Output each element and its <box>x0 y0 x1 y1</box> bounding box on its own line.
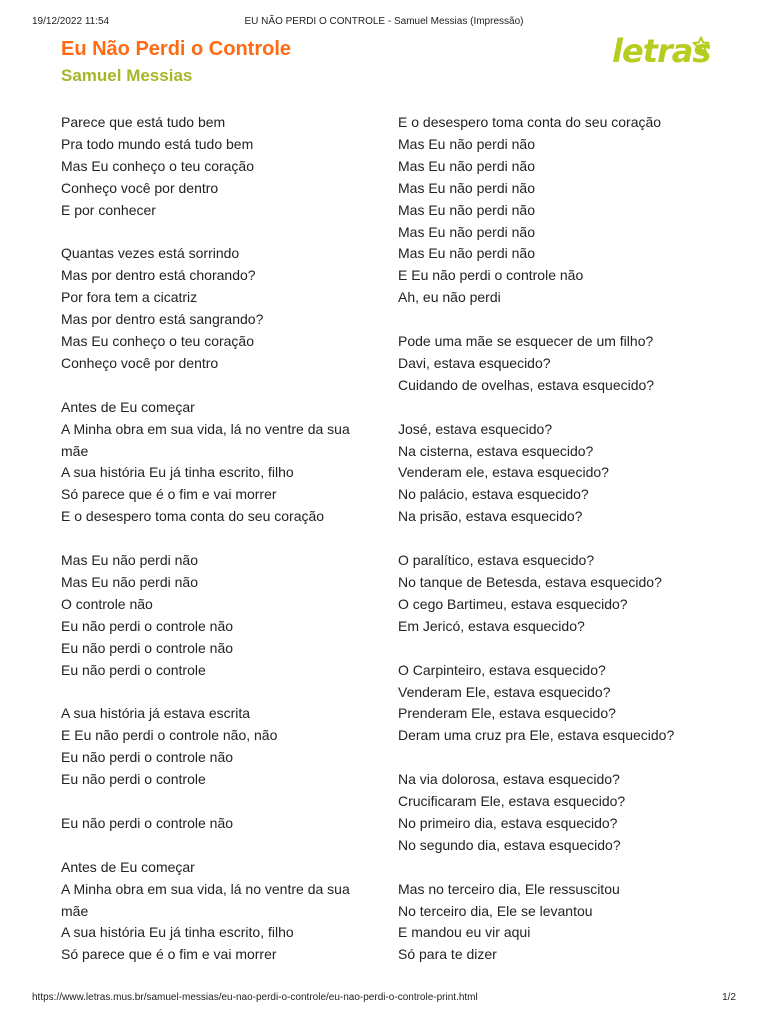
lyric-line: Venderam ele, estava esquecido? <box>398 464 609 481</box>
lyric-line: Pra todo mundo está tudo bem <box>61 135 254 152</box>
lyric-line: Prenderam Ele, estava esquecido? <box>398 705 616 722</box>
lyric-line: E mandou eu vir aqui <box>398 924 531 941</box>
lyric-line: Crucificaram Ele, estava esquecido? <box>398 793 626 810</box>
artist-name[interactable]: Samuel Messias <box>61 66 193 85</box>
lyric-line: Conheço você por dentro <box>61 354 219 371</box>
lyric-line: E por conhecer <box>61 201 156 218</box>
lyric-line: A Minha obra em sua vida, lá no ventre da sua mãe <box>61 420 350 459</box>
lyric-line: A Minha obra em sua vida, lá no ventre da sua mãe <box>61 880 350 919</box>
star-icon <box>692 36 710 54</box>
lyrics-stanza <box>398 419 728 529</box>
lyric-line: Deram uma cruz pra Ele, estava esquecido? <box>398 727 675 744</box>
lyrics-stanza <box>61 703 361 791</box>
lyric-line: Eu não perdi o controle não <box>61 639 234 656</box>
lyric-line: No tanque de Betesda, estava esquecido? <box>398 573 662 590</box>
song-title: Eu Não Perdi o Controle <box>61 38 292 60</box>
lyrics-column-right <box>398 112 728 988</box>
lyric-line: A sua história já estava escrita <box>61 705 251 722</box>
lyric-line: Pode uma mãe se esquecer de um filho? <box>398 333 654 350</box>
lyrics-column-left <box>61 112 361 988</box>
lyric-line: Eu não perdi o controle não <box>61 749 234 766</box>
lyric-line: A sua história Eu já tinha escrito, filho <box>61 464 294 481</box>
lyric-line: Na prisão, estava esquecido? <box>398 508 583 525</box>
lyric-line: Davi, estava esquecido? <box>398 354 551 371</box>
lyric-line: No segundo dia, estava esquecido? <box>398 836 621 853</box>
lyric-line: A sua história Eu já tinha escrito, filho <box>61 924 294 941</box>
lyric-line: O cego Bartimeu, estava esquecido? <box>398 595 628 612</box>
lyrics-stanza <box>398 769 728 857</box>
lyric-line: Mas Eu não perdi não <box>398 245 535 262</box>
lyric-line: E o desespero toma conta do seu coração <box>61 508 325 525</box>
lyrics-stanza <box>398 331 728 397</box>
lyric-line: O paralítico, estava esquecido? <box>398 552 595 569</box>
lyric-line: Na cisterna, estava esquecido? <box>398 442 594 459</box>
print-footer <box>32 992 736 1006</box>
lyrics-stanza <box>398 660 728 748</box>
lyric-line: Eu não perdi o controle <box>61 661 206 678</box>
lyric-line: E Eu não perdi o controle não <box>398 267 584 284</box>
lyric-line: Mas por dentro está chorando? <box>61 267 256 284</box>
lyric-line: No terceiro dia, Ele se levantou <box>398 902 593 919</box>
lyrics-stanza <box>398 112 728 309</box>
lyric-line: Só para te dizer <box>398 946 497 963</box>
lyrics-stanza <box>398 879 728 967</box>
print-page-title: EU NÃO PERDI O CONTROLE - Samuel Messias (Impressão) <box>244 16 524 27</box>
lyric-line: Eu não perdi o controle não <box>61 617 234 634</box>
lyric-line: Ah, eu não perdi <box>398 289 501 306</box>
lyric-line: Mas Eu não perdi não <box>61 552 198 569</box>
lyric-line: Só parece que é o fim e vai morrer <box>61 946 277 963</box>
lyric-line: Mas Eu não perdi não <box>398 201 535 218</box>
lyric-line: Cuidando de ovelhas, estava esquecido? <box>398 376 655 393</box>
letras-logo[interactable] <box>612 32 716 72</box>
lyric-line: O Carpinteiro, estava esquecido? <box>398 661 606 678</box>
lyric-line: Eu não perdi o controle não <box>61 814 234 831</box>
lyric-line: Mas por dentro está sangrando? <box>61 311 264 328</box>
lyric-line: Conheço você por dentro <box>61 179 219 196</box>
lyric-line: Venderam Ele, estava esquecido? <box>398 683 611 700</box>
lyric-line: Só parece que é o fim e vai morrer <box>61 486 277 503</box>
lyrics-stanza <box>398 550 728 638</box>
lyric-line: Antes de Eu começar <box>61 858 195 875</box>
lyric-line: Na via dolorosa, estava esquecido? <box>398 771 620 788</box>
lyric-line: Parece que está tudo bem <box>61 114 226 130</box>
logo-text: letras <box>612 32 711 70</box>
lyric-line: Eu não perdi o controle <box>61 771 206 788</box>
lyric-line: Mas Eu não perdi não <box>398 157 535 174</box>
lyric-line: Antes de Eu começar <box>61 398 195 415</box>
lyric-line: Mas Eu não perdi não <box>398 135 535 152</box>
lyric-line: O controle não <box>61 595 153 612</box>
print-date: 19/12/2022 11:54 <box>32 16 110 27</box>
lyrics-stanza <box>61 112 361 222</box>
print-header <box>32 16 736 30</box>
lyric-line: Por fora tem a cicatriz <box>61 289 198 306</box>
lyric-line: Quantas vezes está sorrindo <box>61 245 240 262</box>
lyrics-stanza <box>61 550 361 681</box>
lyric-line: José, estava esquecido? <box>398 420 553 437</box>
lyric-line: Mas Eu conheço o teu coração <box>61 333 255 350</box>
lyrics-stanza <box>61 857 361 967</box>
lyric-line: No palácio, estava esquecido? <box>398 486 589 503</box>
print-url[interactable]: https://www.letras.mus.br/samuel-messias/eu-nao-perdi-o-controle/eu-nao-perdi-o-controle-print.html <box>32 992 478 1003</box>
lyric-line: E Eu não perdi o controle não, não <box>61 727 278 744</box>
lyrics-stanza <box>61 397 361 528</box>
lyric-line: No primeiro dia, estava esquecido? <box>398 814 618 831</box>
lyric-line: Mas Eu não perdi não <box>398 179 535 196</box>
lyric-line: Em Jericó, estava esquecido? <box>398 617 585 634</box>
lyric-line: Mas Eu conheço o teu coração <box>61 157 255 174</box>
lyrics-stanza <box>61 243 361 374</box>
page-number: 1/2 <box>722 992 736 1003</box>
lyric-line: Mas Eu não perdi não <box>61 573 198 590</box>
lyrics-stanza <box>61 813 361 835</box>
lyric-line: Mas no terceiro dia, Ele ressuscitou <box>398 880 620 897</box>
lyric-line: Mas Eu não perdi não <box>398 223 535 240</box>
lyric-line: E o desespero toma conta do seu coração <box>398 114 662 130</box>
